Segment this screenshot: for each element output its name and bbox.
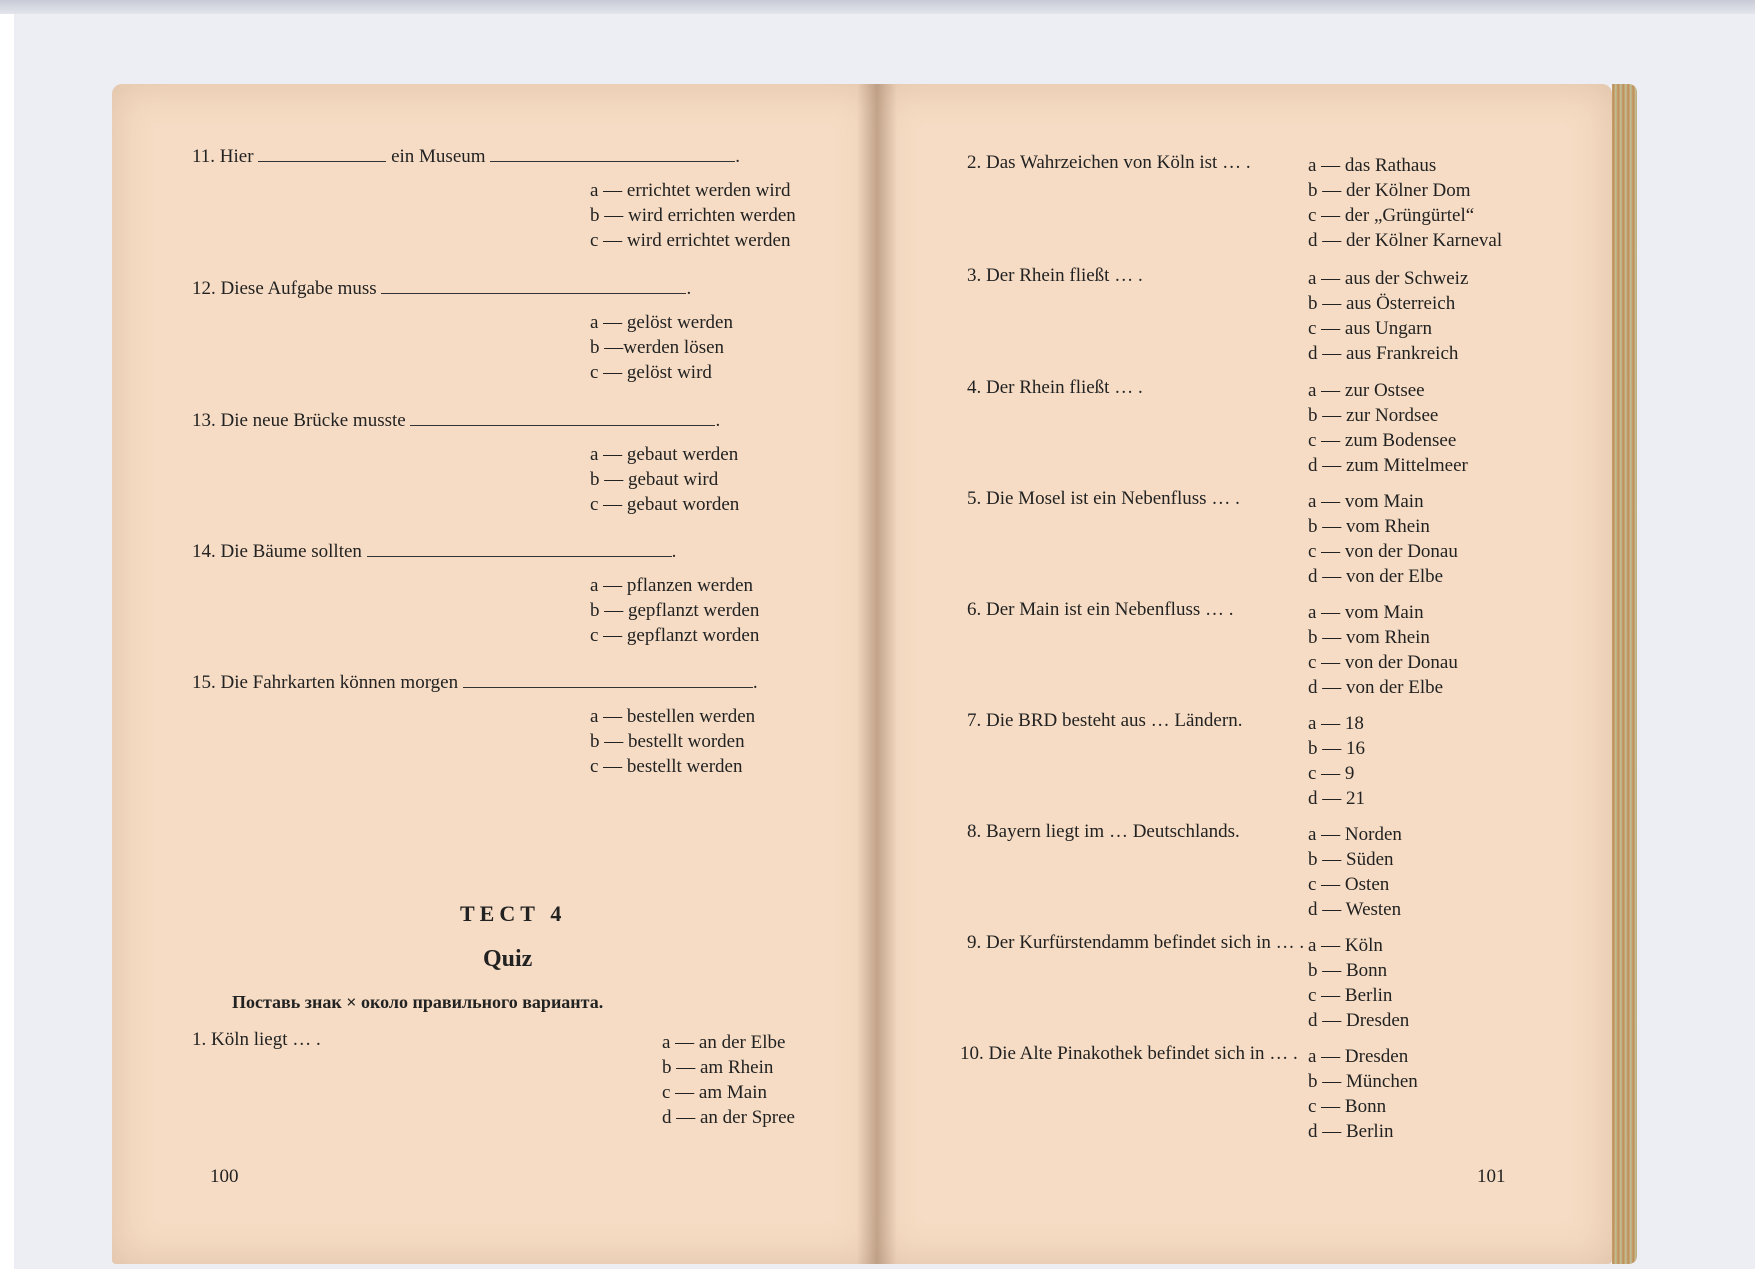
test-heading: ТЕСТ 4 [460,901,567,926]
question-6: 6. Der Main ist ein Nebenfluss … . [967,599,1234,620]
option-item: c — Osten [1308,874,1390,895]
question-9: 9. Der Kurfürstendamm befindet sich in … . [967,932,1305,953]
answer-blank [490,160,735,162]
question-1: 1. Köln liegt … . [192,1029,321,1050]
option-item: d — 21 [1308,788,1365,809]
answer-blank [410,424,715,426]
option-item: d — Dresden [1308,1010,1410,1031]
question-number: 15. [192,672,216,693]
option-item: a — Norden [1308,824,1402,845]
option-item: c — zum Bodensee [1308,430,1457,451]
option-item: c — Berlin [1308,985,1393,1006]
question-number: 11. [192,146,216,167]
question-13 [192,410,720,432]
option-item: c — der „Grüngürtel“ [1308,205,1475,226]
question-4: 4. Der Rhein fließt … . [967,377,1143,398]
option-item: a — das Rathaus [1308,155,1437,176]
option-item: a — zur Ostsee [1308,380,1425,401]
book-gutter [857,84,897,1264]
page-number-left: 100 [210,1166,239,1187]
option-item: b —werden lösen [590,337,725,358]
option-item: b — bestellt worden [590,731,745,752]
question-text: ein Museum [391,146,486,167]
scanner-band [0,0,1755,14]
option-item: a — Dresden [1308,1046,1409,1067]
option-item: b — 16 [1308,738,1365,759]
option-item: a — aus der Schweiz [1308,268,1469,289]
question-11 [192,146,740,168]
option-item: b — Bonn [1308,960,1388,981]
option-item: d — Berlin [1308,1121,1394,1142]
question-text: Die Fahrkarten können morgen [220,672,459,693]
option-item: b — vom Rhein [1308,627,1430,648]
answer-blank [463,686,753,688]
question-12 [192,278,691,300]
option-item: a — Köln [1308,935,1383,956]
option-item: c — 9 [1308,763,1355,784]
instruction-text: Поставь знак × около правильного варианта. [232,992,604,1012]
quiz-heading: Quiz [483,946,533,972]
page-number-right: 101 [1477,1166,1506,1187]
question-end: . [671,541,677,562]
option-item: a — errichtet werden wird [590,180,791,201]
option-item: d — Westen [1308,899,1402,920]
left-page [112,84,877,1264]
option-item: c — gebaut worden [590,494,740,515]
option-item: c — Bonn [1308,1096,1387,1117]
option-item: b — am Rhein [662,1057,774,1078]
question-15 [192,672,758,694]
question-text: Diese Aufgabe muss [220,278,377,299]
question-3: 3. Der Rhein fließt … . [967,265,1143,286]
option-item: d — an der Spree [662,1107,795,1128]
option-item: b — München [1308,1071,1418,1092]
question-text: Hier [219,146,254,167]
option-item: d — aus Frankreich [1308,343,1459,364]
option-item: a — vom Main [1308,491,1424,512]
question-text: Die Bäume sollten [220,541,362,562]
question-5: 5. Die Mosel ist ein Nebenfluss … . [967,488,1240,509]
option-item: a — pflanzen werden [590,575,754,596]
option-item: b — vom Rhein [1308,516,1430,537]
open-book [112,84,1637,1264]
option-item: b — gebaut wird [590,469,719,490]
question-number: 13. [192,410,216,431]
option-item: b — der Kölner Dom [1308,180,1471,201]
right-page [877,84,1612,1264]
option-item: d — zum Mittelmeer [1308,455,1468,476]
question-end: . [752,672,758,693]
question-end: . [735,146,741,167]
option-item: a — gebaut werden [590,444,739,465]
answer-blank [367,555,672,557]
option-item: b — Süden [1308,849,1394,870]
option-item: d — von der Elbe [1308,566,1444,587]
question-text: Die neue Brücke musste [220,410,406,431]
option-item: c — gelöst wird [590,362,712,383]
option-item: b — wird errichten werden [590,205,796,226]
question-10: 10. Die Alte Pinakothek befindet sich in … . [960,1043,1298,1064]
option-item: a — vom Main [1308,602,1424,623]
question-number: 14. [192,541,216,562]
page-edges [1612,84,1637,1264]
question-end: . [686,278,692,299]
option-item: c — aus Ungarn [1308,318,1432,339]
option-item: c — am Main [662,1082,768,1103]
question-end: . [715,410,721,431]
option-item: c — wird errichtet werden [590,230,791,251]
option-item: a — bestellen werden [590,706,756,727]
question-14 [192,541,676,563]
question-8: 8. Bayern liegt im … Deutschlands. [967,821,1240,842]
option-item: a — gelöst werden [590,312,733,333]
option-item: b — gepflanzt werden [590,600,760,621]
option-item: c — bestellt werden [590,756,743,777]
option-item: c — von der Donau [1308,541,1458,562]
question-7: 7. Die BRD besteht aus … Ländern. [967,710,1243,731]
option-item: d — von der Elbe [1308,677,1444,698]
option-item: b — zur Nordsee [1308,405,1439,426]
option-item: c — von der Donau [1308,652,1458,673]
option-item: d — der Kölner Karneval [1308,230,1503,251]
option-item: a — 18 [1308,713,1364,734]
option-item: c — gepflanzt worden [590,625,760,646]
option-item: a — an der Elbe [662,1032,786,1053]
answer-blank [381,292,686,294]
question-number: 12. [192,278,216,299]
question-2: 2. Das Wahrzeichen von Köln ist … . [967,152,1251,173]
option-item: b — aus Österreich [1308,293,1456,314]
answer-blank [258,160,386,162]
